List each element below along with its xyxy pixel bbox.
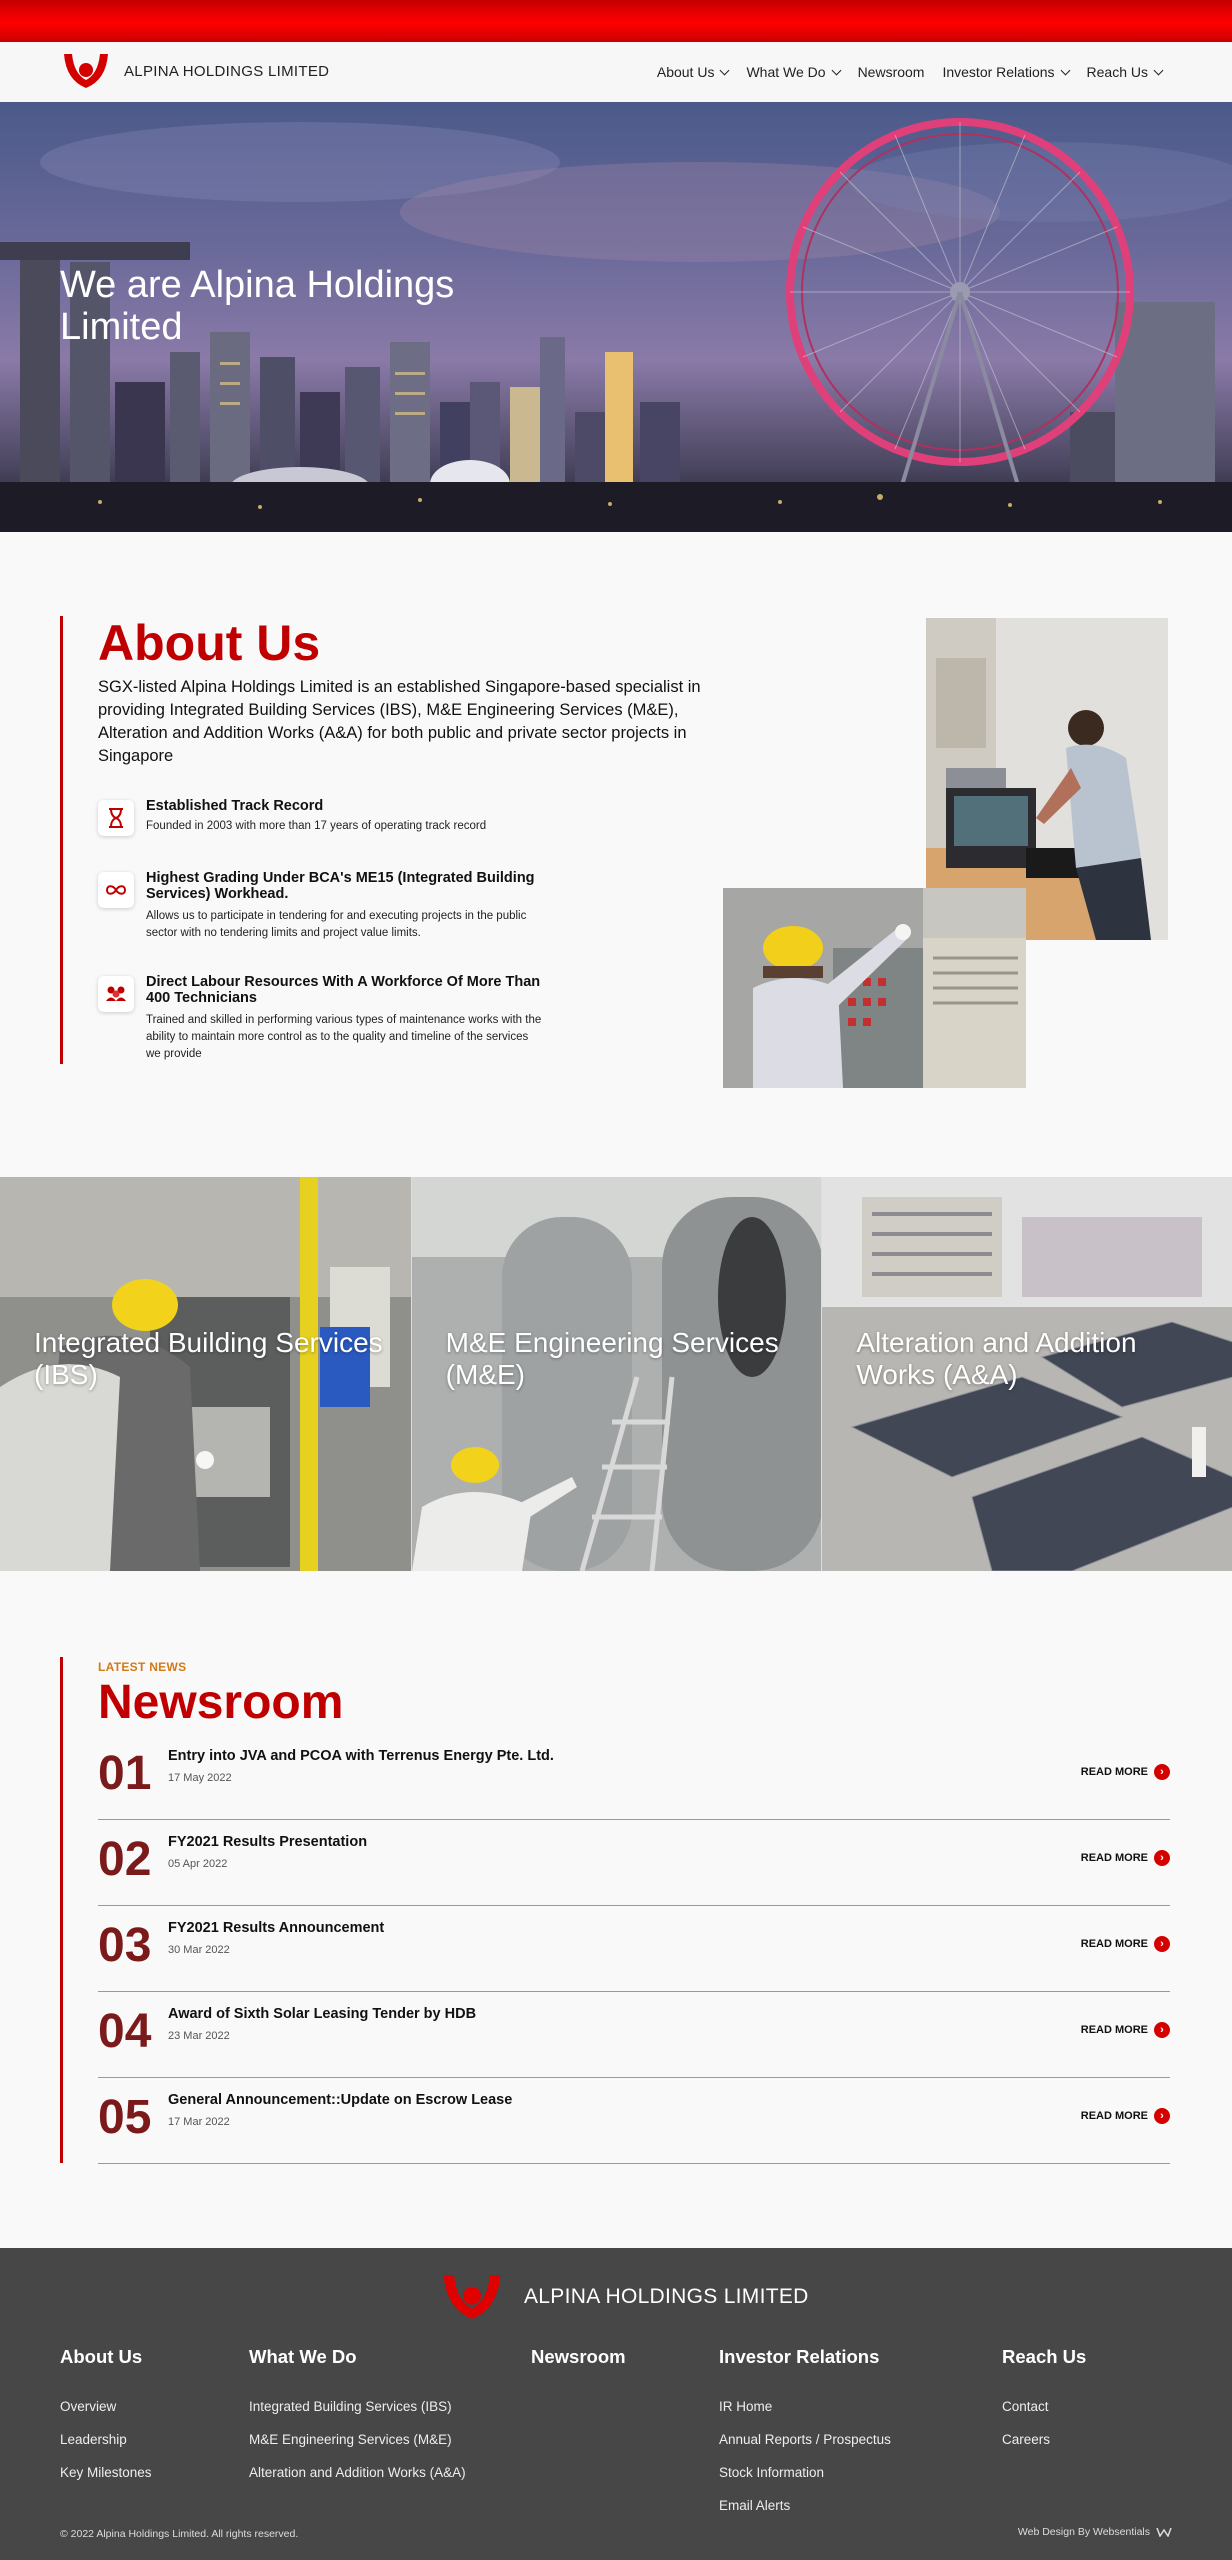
copyright-text: © 2022 Alpina Holdings Limited. All rights reserved. bbox=[60, 2528, 299, 2540]
read-more-label: READ MORE bbox=[1080, 1766, 1148, 1778]
nav-label: Reach Us bbox=[1086, 64, 1148, 80]
footer-link-leadership[interactable]: Leadership bbox=[60, 2432, 127, 2447]
team-icon bbox=[98, 976, 134, 1012]
footer-link-ibs[interactable]: Integrated Building Services (IBS) bbox=[249, 2399, 452, 2414]
nav-reach-us[interactable] bbox=[1087, 64, 1162, 80]
services-section bbox=[0, 1177, 1232, 1571]
read-more-link[interactable] bbox=[1081, 1936, 1170, 1952]
read-more-link[interactable] bbox=[1081, 1850, 1170, 1866]
newsroom-section bbox=[0, 1571, 1232, 2248]
news-date: 23 Mar 2022 bbox=[168, 2030, 230, 2042]
feature-title: Highest Grading Under BCA's ME15 (Integrated Building Services) Workhead. bbox=[146, 870, 535, 902]
footer-link-annual-reports[interactable]: Annual Reports / Prospectus bbox=[719, 2432, 891, 2447]
newsroom-title: Newsroom bbox=[98, 1676, 344, 1729]
service-card-me[interactable] bbox=[411, 1177, 822, 1571]
footer-link-overview[interactable]: Overview bbox=[60, 2399, 117, 2414]
news-headline[interactable]: Award of Sixth Solar Leasing Tender by HDB bbox=[168, 2006, 477, 2022]
news-item[interactable] bbox=[98, 2078, 1170, 2164]
nav-label: Investor Relations bbox=[942, 64, 1055, 80]
footer-link-aa[interactable]: Alteration and Addition Works (A&A) bbox=[249, 2465, 466, 2480]
arrow-right-icon: › bbox=[1154, 2022, 1170, 2038]
nav-label: Newsroom bbox=[857, 64, 925, 80]
design-credit-text: Web Design By Websentials bbox=[1017, 2526, 1150, 2538]
arrow-right-icon: › bbox=[1154, 2108, 1170, 2124]
news-headline[interactable]: Entry into JVA and PCOA with Terrenus Energy Pte. Ltd. bbox=[168, 1748, 554, 1764]
hero-banner bbox=[0, 102, 1232, 532]
read-more-label: READ MORE bbox=[1080, 1938, 1148, 1950]
nav-what-we-do[interactable] bbox=[746, 64, 839, 80]
news-date: 05 Apr 2022 bbox=[168, 1858, 228, 1870]
hourglass-icon bbox=[98, 800, 134, 836]
electrician-photo bbox=[723, 888, 1026, 1088]
footer-col-investor-relations bbox=[719, 2346, 891, 2522]
about-text: SGX-listed Alpina Holdings Limited is an established Singapore-based specialist in providing Integrated Building Services (IBS), M&E Engineering Services (M&E), Alteration and Addition Works (A&A) for both public and private sector projects in Singapore bbox=[98, 678, 701, 765]
footer-logo-text: ALPINA HOLDINGS LIMITED bbox=[524, 2285, 809, 2308]
hero-title: We are Alpina Holdings Limited bbox=[60, 264, 455, 348]
news-number: 01 bbox=[98, 1747, 152, 1800]
nav-investor-relations[interactable] bbox=[942, 64, 1068, 80]
footer-col-title[interactable]: Newsroom bbox=[531, 2346, 626, 2367]
nav-about-us[interactable] bbox=[657, 64, 729, 80]
news-item[interactable] bbox=[98, 1992, 1170, 2078]
alpina-logo-icon bbox=[60, 50, 112, 92]
footer-link-email-alerts[interactable]: Email Alerts bbox=[719, 2498, 791, 2513]
top-accent-bar bbox=[0, 0, 1232, 42]
service-card-ibs[interactable] bbox=[0, 1177, 411, 1571]
chevron-down-icon bbox=[831, 65, 841, 75]
section-accent-bar bbox=[60, 616, 63, 1064]
news-number: 02 bbox=[98, 1833, 152, 1886]
footer-link-careers[interactable]: Careers bbox=[1002, 2432, 1051, 2447]
news-date: 17 Mar 2022 bbox=[168, 2116, 230, 2128]
nav-newsroom[interactable] bbox=[858, 64, 925, 80]
about-section bbox=[0, 532, 1232, 1177]
news-date: 17 May 2022 bbox=[168, 1772, 232, 1784]
service-card-aa[interactable] bbox=[821, 1177, 1232, 1571]
footer-col-title[interactable]: Reach Us bbox=[1002, 2346, 1087, 2367]
feature-description: Trained and skilled in performing various types of maintenance works with the ability to maintain more control as to the quality and timeline of the services we provide bbox=[146, 1014, 542, 1060]
footer-col-newsroom bbox=[531, 2346, 626, 2390]
alpina-logo-icon bbox=[436, 2270, 508, 2324]
news-headline[interactable]: General Announcement::Update on Escrow Lease bbox=[168, 2092, 513, 2108]
news-date: 30 Mar 2022 bbox=[168, 1944, 230, 1956]
nav-label: What We Do bbox=[746, 64, 826, 80]
footer-link-contact[interactable]: Contact bbox=[1002, 2399, 1049, 2414]
news-item[interactable] bbox=[98, 1906, 1170, 1992]
read-more-label: READ MORE bbox=[1080, 2110, 1148, 2122]
footer-col-what-we-do bbox=[249, 2346, 466, 2489]
chevron-down-icon bbox=[1060, 65, 1070, 75]
infinity-icon bbox=[98, 872, 134, 908]
read-more-link[interactable] bbox=[1081, 2108, 1170, 2124]
footer-link-me[interactable]: M&E Engineering Services (M&E) bbox=[249, 2432, 452, 2447]
arrow-right-icon: › bbox=[1154, 1936, 1170, 1952]
footer-link-stock-info[interactable]: Stock Information bbox=[719, 2465, 825, 2480]
news-item[interactable] bbox=[98, 1734, 1170, 1820]
news-number: 04 bbox=[98, 2005, 152, 2058]
footer-col-title[interactable]: What We Do bbox=[249, 2346, 357, 2367]
service-title: Integrated Building Services (IBS) bbox=[34, 1327, 383, 1390]
section-accent-bar bbox=[60, 1657, 63, 2163]
websentials-logo-icon bbox=[1156, 2527, 1172, 2537]
read-more-label: READ MORE bbox=[1080, 1852, 1148, 1864]
footer-link-milestones[interactable]: Key Milestones bbox=[60, 2465, 152, 2480]
news-headline[interactable]: FY2021 Results Announcement bbox=[168, 1920, 385, 1936]
arrow-right-icon: › bbox=[1154, 1764, 1170, 1780]
arrow-right-icon: › bbox=[1154, 1850, 1170, 1866]
footer-link-ir-home[interactable]: IR Home bbox=[719, 2399, 773, 2414]
footer-col-title[interactable]: About Us bbox=[60, 2346, 143, 2367]
about-title: About Us bbox=[98, 615, 321, 671]
nav-label: About Us bbox=[656, 64, 715, 80]
main-nav bbox=[657, 64, 1162, 80]
service-title: M&E Engineering Services (M&E) bbox=[445, 1327, 779, 1390]
news-number: 03 bbox=[98, 1919, 152, 1972]
feature-description: Allows us to participate in tendering for and executing projects in the public sector with no tendering limits and project value limits. bbox=[146, 910, 527, 939]
footer-col-title[interactable]: Investor Relations bbox=[719, 2346, 880, 2367]
footer-logo[interactable] bbox=[436, 2270, 809, 2324]
news-number: 05 bbox=[98, 2091, 152, 2144]
site-logo[interactable] bbox=[60, 50, 329, 92]
news-item[interactable] bbox=[98, 1820, 1170, 1906]
news-headline[interactable]: FY2021 Results Presentation bbox=[168, 1834, 368, 1850]
read-more-link[interactable] bbox=[1081, 2022, 1170, 2038]
feature-description: Founded in 2003 with more than 17 years of operating track record bbox=[146, 820, 487, 832]
feature-title: Established Track Record bbox=[146, 798, 324, 814]
chevron-down-icon bbox=[1154, 65, 1164, 75]
news-kicker: LATEST NEWS bbox=[98, 1660, 187, 1674]
site-header bbox=[0, 42, 1232, 102]
feature-title: Direct Labour Resources With A Workforce Of More Than 400 Technicians bbox=[146, 974, 541, 1006]
read-more-label: READ MORE bbox=[1080, 2024, 1148, 2036]
logo-text: ALPINA HOLDINGS LIMITED bbox=[124, 62, 330, 80]
read-more-link[interactable] bbox=[1081, 1764, 1170, 1780]
site-footer bbox=[0, 2248, 1232, 2560]
footer-col-reach-us bbox=[1002, 2346, 1086, 2456]
footer-col-about bbox=[60, 2346, 152, 2489]
service-title: Alteration and Addition Works (A&A) bbox=[856, 1327, 1137, 1390]
design-credit[interactable] bbox=[1018, 2526, 1172, 2538]
chevron-down-icon bbox=[720, 65, 730, 75]
